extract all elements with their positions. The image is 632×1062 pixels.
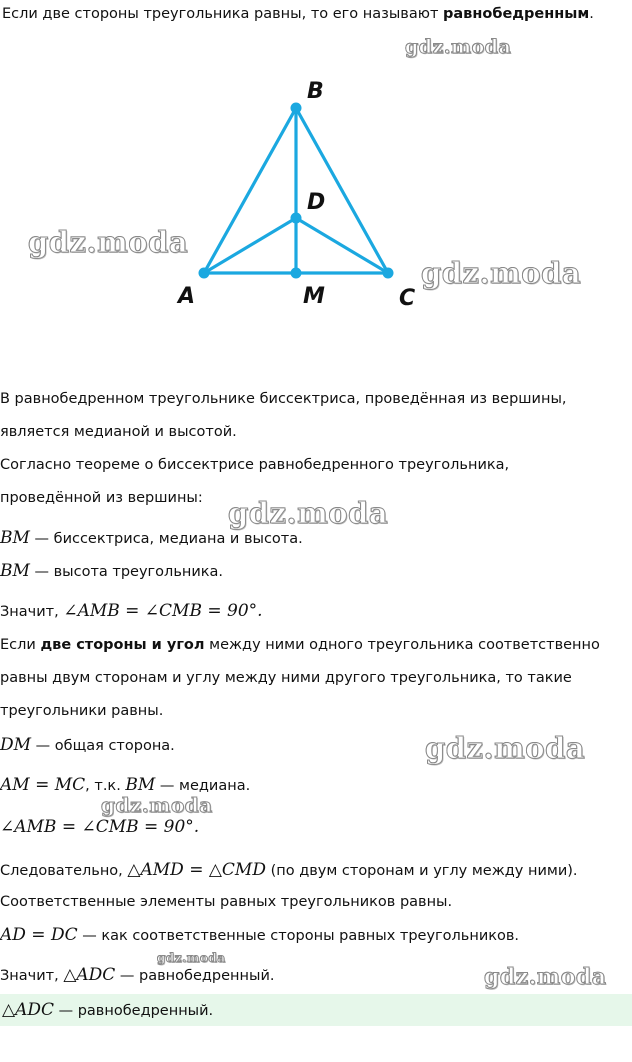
side-ab (204, 108, 296, 273)
paragraph-line: Соответственные элементы равных треугольников равны. (0, 894, 453, 910)
paragraph-line: проведённой из вершины: (0, 490, 203, 506)
paragraph-line: является медианой и высотой. (0, 424, 237, 440)
watermark: gdz.moda (421, 256, 582, 290)
answer-box (0, 994, 632, 1026)
label-b: B (307, 79, 324, 104)
intro-bold-term: равнобедренным (443, 6, 590, 22)
statement-text: — высота треугольника. (29, 564, 224, 580)
point-m (291, 268, 302, 279)
paragraph-line: треугольники равны. (0, 703, 164, 719)
statement-line (0, 735, 175, 755)
statement-line (0, 561, 223, 581)
watermark: gdz.moda (405, 36, 512, 58)
statement-text: — общая сторона. (31, 738, 175, 754)
intro-sentence (2, 6, 594, 22)
label-m: M (303, 284, 325, 309)
triangle-lines (204, 108, 388, 273)
math-expression: AD = DC (0, 925, 78, 945)
label-d: D (307, 190, 326, 215)
paragraph-line: В равнобедренном треугольнике биссектриса, проведённая из вершины, (0, 391, 567, 407)
statement-line (0, 965, 275, 985)
answer-text: — равнобедренный. (54, 1003, 214, 1019)
point-a (199, 268, 210, 279)
statement-line (0, 925, 519, 945)
label-c: C (399, 286, 416, 311)
watermark: gdz.moda (425, 731, 586, 765)
paragraph-text: между ними одного треугольника соответственно (204, 637, 600, 653)
watermark: gdz.moda (28, 225, 189, 259)
statement-line (0, 775, 250, 795)
paragraph-line: Согласно теореме о биссектрисе равнобедренного треугольника, (0, 457, 510, 473)
statement-text: — равнобедренный. (115, 968, 275, 984)
statement-line (0, 528, 303, 548)
math-expression: ∠AMB = ∠CMB = 90°. (63, 601, 263, 621)
paragraph-line (0, 637, 600, 653)
statement-line (0, 601, 263, 621)
watermark: gdz.moda (484, 964, 607, 990)
point-c (383, 268, 394, 279)
statement-text: — биссектриса, медиана и высота. (29, 531, 303, 547)
watermark: gdz.moda (157, 951, 226, 965)
math-expression: △ADC (63, 965, 116, 985)
answer-line (2, 1000, 213, 1020)
statement-line (0, 860, 578, 880)
statement-text: , т.к. (85, 778, 126, 794)
math-expression: △AMD = △CMD (127, 860, 266, 880)
math-expression: DM (0, 735, 32, 755)
point-b (291, 103, 302, 114)
triangle-figure (0, 60, 632, 320)
watermark: gdz.moda (101, 793, 213, 817)
paragraph-bold: две стороны и угол (40, 637, 205, 653)
intro-text: Если две стороны треугольника равны, то его называют (2, 6, 443, 22)
statement-text: Значит, (0, 604, 64, 620)
statement-text: Следовательно, (0, 863, 128, 879)
label-a: A (178, 284, 196, 309)
paragraph-line: равны двум сторонам и углу между ними другого треугольника, то такие (0, 670, 572, 686)
statement-text: — как соответственные стороны равных треугольников. (77, 928, 520, 944)
math-expression: AM = MC (0, 775, 86, 795)
math-expression: BM (0, 561, 30, 581)
math-expression: BM (125, 775, 156, 795)
watermark: gdz.moda (228, 496, 389, 530)
math-expression: △ADC (2, 1000, 54, 1020)
statement-text: — медиана. (155, 778, 251, 794)
math-expression: BM (0, 528, 30, 548)
paragraph-text: Если (0, 637, 41, 653)
statement-text: Значит, (0, 968, 64, 984)
statement-line (0, 817, 199, 837)
point-d (291, 213, 302, 224)
math-expression: ∠AMB = ∠CMB = 90°. (0, 817, 200, 837)
intro-period: . (589, 6, 594, 22)
statement-text: (по двум сторонам и углу между ними). (265, 863, 578, 879)
